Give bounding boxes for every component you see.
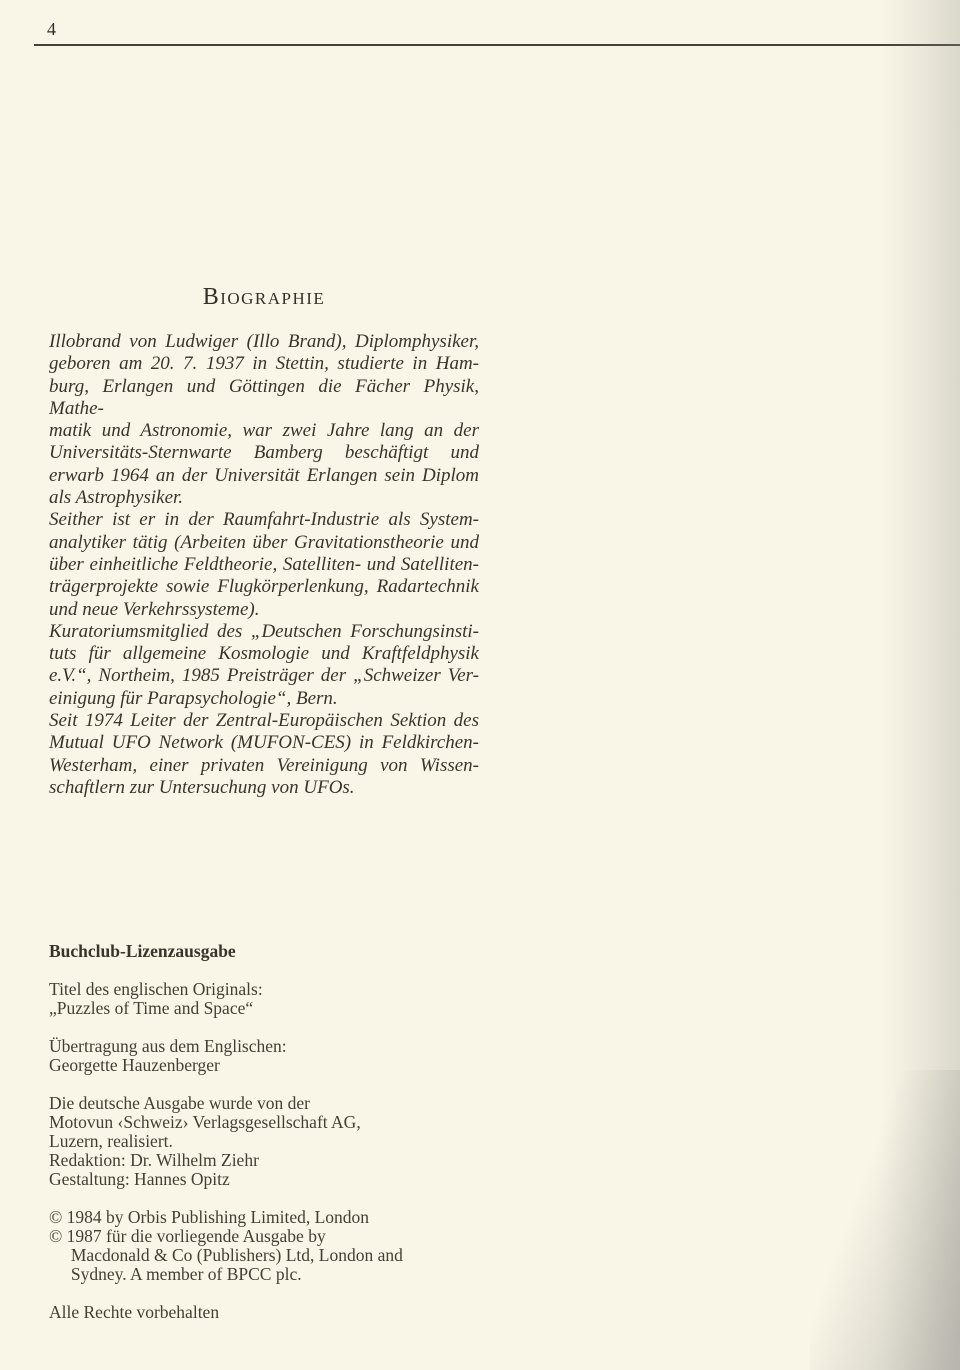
copyright-block: © 1984 by Orbis Publishing Limited, London © 1987 für die vorliegende Ausgabe by Macdonald & Co (Publishers) Ltd, London and Sydney. A member of BPCC plc. [49, 1207, 403, 1284]
page-number: 4 [47, 19, 56, 39]
translation-block: Übertragung aus dem Englischen: Georgette Hauzenberger [49, 1036, 287, 1075]
edition-label: Buchclub-Lizenzausgabe [49, 941, 236, 961]
biography-paragraph-3: Kuratoriumsmitglied des „Deutschen Forschungsinsti- tuts für allgemeine Kosmologie und Kraftfeldphysik e.V.“, Northeim, 1985 Preisträger der „Schweizer Ver- einigung für Parapsychologie“, Bern. [49, 620, 479, 709]
biography-paragraph-2: Seither ist er in der Raumfahrt-Industrie als System- analytiker tätig (Arbeiten über Gravitationstheorie und über einheitliche Feldtheorie, Satelliten- und Satelliten- trägerprojekte sowie Flugkörperlenkung, Radartechnik und neue Verkehrssysteme). [49, 509, 479, 620]
biography-paragraph-4: Seit 1974 Leiter der Zentral-Europäischen Sektion des Mutual UFO Network (MUFON-CES) in Feldkirchen- Westerham, einer privaten Vereinigung von Wissen- schaftlern zur Untersuchung von UFOs. [49, 710, 479, 798]
page-corner-shadow [810, 1070, 960, 1370]
biography-heading: Biographie [202, 284, 326, 310]
rights-reserved-line: Alle Rechte vorbehalten [49, 1302, 220, 1322]
imprint-section [49, 942, 569, 1322]
biography-paragraph-1: Illobrand von Ludwiger (Illo Brand), Diplomphysiker, geboren am 20. 7. 1937 in Stettin, studierte in Ham- burg, Erlangen und Göttingen die Fächer Physik, Mathe- matik und Astronomie, war zwei Jahre lang an der Universitäts-Sternwarte Bamberg beschäftigt und erwarb 1964 an der Universität Erlangen sein Diplom als Astrophysiker. [49, 331, 479, 509]
biography-text [49, 331, 479, 799]
header-rule [34, 44, 960, 46]
page-edge-shadow [880, 0, 960, 1370]
german-edition-block: Die deutsche Ausgabe wurde von der Motovun ‹Schweiz› Verlagsgesellschaft AG, Luzern, realisiert. Redaktion: Dr. Wilhelm Ziehr Gestaltung: Hannes Opitz [49, 1093, 361, 1189]
original-title-block: Titel des englischen Originals: „Puzzles of Time and Space“ [49, 979, 263, 1018]
